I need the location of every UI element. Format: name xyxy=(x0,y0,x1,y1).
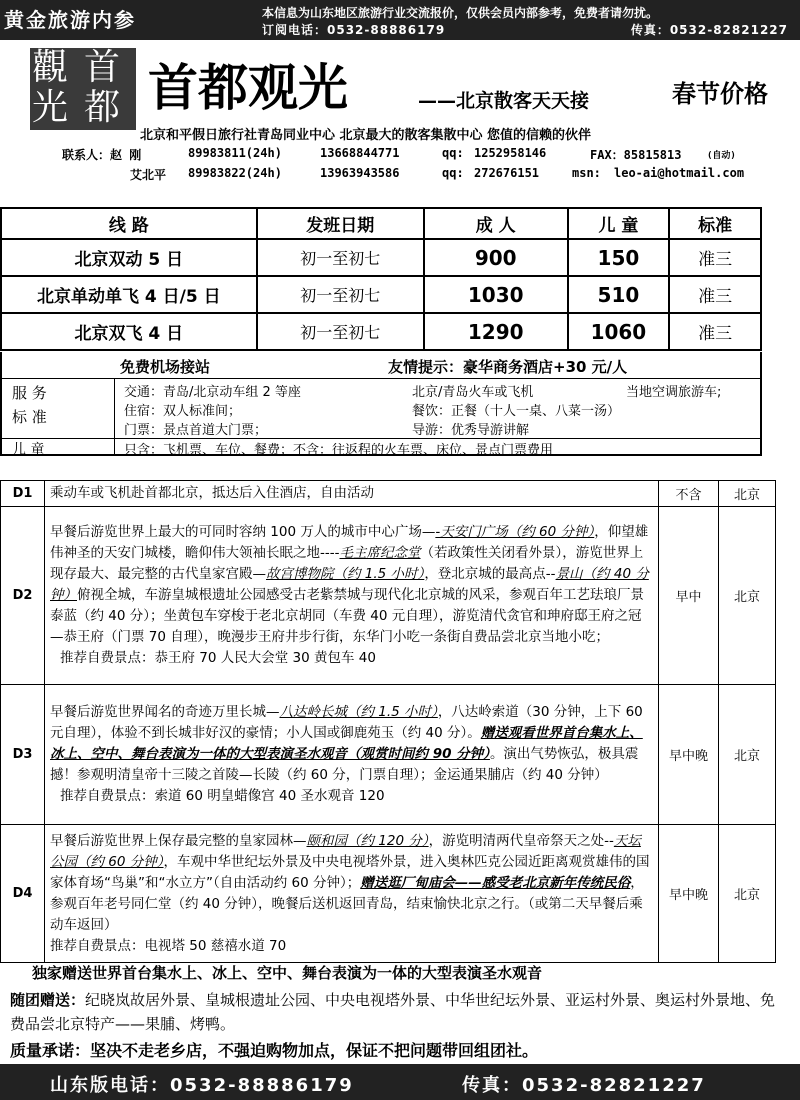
tagline: ——北京散客天天接 xyxy=(418,90,590,112)
gift-fair: 赠送逛厂甸庙会——感受老北京新年传统民俗 xyxy=(360,874,631,891)
attraction: 天坛公园（约 60 分钟） xyxy=(50,832,641,870)
guide: 导游：优秀导游讲解 xyxy=(412,423,530,438)
logo-char: 首 xyxy=(84,47,121,88)
attraction: 景山（约 40 分钟） xyxy=(50,566,649,603)
magazine-title: 黄金旅游内参 xyxy=(4,8,136,32)
child-price: 1060 xyxy=(568,313,670,350)
contact-im-label: qq: xyxy=(442,166,464,180)
day-label: D4 xyxy=(1,825,45,963)
contact-phone: 89983822(24h) xyxy=(188,166,282,180)
gift-label: 随团赠送： xyxy=(10,991,86,1009)
adult-price: 1290 xyxy=(424,313,568,350)
divider xyxy=(2,378,760,379)
header-bar xyxy=(0,0,800,40)
recommended: 推荐自费景点：恭王府 70 人民大会堂 30 黄包车 40 xyxy=(60,650,376,666)
gift-list: 纪晓岚故居外景、皇城根遗址公园、中央电视塔外景、中华世纪坛外景、亚运村外景、奥运村外景地、免费品尝北京特产——果脯、烤鸭。 xyxy=(10,991,776,1033)
attraction: 毛主席纪念堂 xyxy=(339,545,421,561)
date-cell: 初一至初七 xyxy=(257,239,424,276)
hotel-cell: 北京 xyxy=(719,825,776,963)
service-label-1: 服 务 xyxy=(12,384,47,402)
brand-title: 首都观光 xyxy=(148,58,348,117)
route-cell: 北京双动 5 日 xyxy=(1,239,257,276)
price-table-header xyxy=(1,208,761,239)
date-cell: 初一至初七 xyxy=(257,276,424,313)
text: 。演出气势恢弘，极具震撼！参观明清皇帝十三陵之首陵—长陵（约 60 分，门票自理）；金运通果脯店（约 40 分钟） xyxy=(50,746,639,783)
day-description xyxy=(45,507,659,685)
child-policy: 只含：飞机票、车位、餐费；不含：往返程的火车票、床位、景点门票费用 xyxy=(124,443,554,458)
header-child: 儿 童 xyxy=(568,208,670,239)
contact-msn: leo-ai@hotmail.com xyxy=(614,166,745,180)
header-standard: 标准 xyxy=(669,208,761,239)
text: ，登北京城的最高点-- xyxy=(424,566,556,582)
exclusive-gift: 独家赠送世界首台集水上、冰上、空中、舞台表演为一体的大型表演圣水观音 xyxy=(32,964,543,982)
table-row xyxy=(1,507,776,685)
contact-label: 联系人：赵 刚 xyxy=(62,148,142,162)
service-label-2: 标 准 xyxy=(12,408,47,426)
season-label: 春节价格 xyxy=(672,80,768,108)
footer-phone: 山东版电话：0532-88886179 xyxy=(50,1075,354,1096)
hotel-cell: 北京 xyxy=(719,507,776,685)
route-cell: 北京双飞 4 日 xyxy=(1,313,257,350)
meal-cell: 早中晚 xyxy=(659,825,719,963)
standard-cell: 准三 xyxy=(669,313,761,350)
day-description xyxy=(45,685,659,825)
header-date: 发班日期 xyxy=(257,208,424,239)
header-fax: 传真：0532-82821227 xyxy=(630,23,788,37)
table-row xyxy=(1,276,761,313)
hotel-tip: 友情提示：豪华商务酒店+30 元/人 xyxy=(388,358,628,376)
standard-cell: 准三 xyxy=(669,276,761,313)
attraction: 故宫博物院（约 1.5 小时） xyxy=(266,566,425,582)
logo-char: 都 xyxy=(84,87,121,128)
child-price: 150 xyxy=(568,239,670,276)
transport-local: 当地空调旅游车; xyxy=(626,385,722,400)
recommended: 推荐自费景点：电视塔 50 慈禧水道 70 xyxy=(50,937,287,954)
subscribe-phone: 订阅电话：0532-88886179 xyxy=(262,23,446,37)
header-adult: 成 人 xyxy=(424,208,568,239)
meal-cell: 早中晚 xyxy=(659,685,719,825)
text: 早餐后游览世界上保存最完整的皇家园林— xyxy=(50,832,307,849)
table-row xyxy=(1,685,776,825)
table-row xyxy=(1,825,776,963)
brand-logo xyxy=(30,48,136,130)
contact-note: (自动) xyxy=(707,151,736,161)
header-route: 线 路 xyxy=(1,208,257,239)
text: （若政策性关闭看外景），游览世界上现存最大、最完整的古代皇家宫殿— xyxy=(50,545,644,582)
adult-price: 900 xyxy=(424,239,568,276)
transport-return: 北京/青岛火车或飞机 xyxy=(412,385,534,400)
hotel-cell: 北京 xyxy=(719,685,776,825)
contact-qq: 272676151 xyxy=(474,166,540,180)
divider xyxy=(114,378,115,454)
gift-show: 赠送观看世界首台集水上、冰上、空中、舞台表演为一体的大型表演圣水观音（观赏时间约 90 分钟） xyxy=(50,725,643,762)
text: ，车观中华世纪坛外景及中央电视塔外景，进入奥林匹克公园近距离观赏雄伟的国家体育场“鸟巢”和“水立方”（自由活动约 60 分钟）； xyxy=(50,853,650,891)
footer-fax: 传真：0532-82821227 xyxy=(462,1075,706,1096)
itinerary-table xyxy=(0,480,776,963)
meal-cell: 早中 xyxy=(659,507,719,685)
logo-char: 光 xyxy=(32,87,69,128)
text: 早餐后游览世界上最大的可同时容纳 100 万人的城市中心广场— xyxy=(50,524,436,540)
contact-fax: FAX：85815813 xyxy=(590,148,682,162)
standard-cell: 准三 xyxy=(669,239,761,276)
text: ，八达岭索道（30 分钟，上下 60 元自理），体验不到长城非好汉的豪情；小人国或御鹿苑玉（约 40 分）。 xyxy=(50,704,643,741)
text: 早餐后游览世界闻名的奇迹万里长城— xyxy=(50,704,280,720)
adult-price: 1030 xyxy=(424,276,568,313)
contact-mobile: 13963943586 xyxy=(320,166,400,180)
attraction: -天安门广场（约 60 分钟） xyxy=(435,524,595,540)
service-standards xyxy=(0,352,762,456)
logo-char: 觀 xyxy=(32,47,69,88)
contact-msn-label: msn: xyxy=(572,166,601,180)
date-cell: 初一至初七 xyxy=(257,313,424,350)
free-pickup: 免费机场接站 xyxy=(120,358,211,376)
footer-bar xyxy=(0,1064,800,1100)
contact-mobile: 13668844771 xyxy=(320,146,400,160)
contact-im-label: qq: xyxy=(442,146,464,160)
day-label: D2 xyxy=(1,507,45,685)
day-label: D3 xyxy=(1,685,45,825)
attraction: 颐和园（约 120 分） xyxy=(306,832,429,849)
meals: 餐饮：正餐（十人一桌、八菜一汤） xyxy=(412,404,621,419)
text: ，仰望雄伟神圣的天安门城楼，瞻仰伟大领袖长眠之地---- xyxy=(50,524,649,561)
day-label: D1 xyxy=(1,481,45,507)
tickets: 门票：景点首道大门票； xyxy=(124,423,268,438)
contact-label: 艾北平 xyxy=(130,168,167,182)
contact-phone: 89983811(24h) xyxy=(188,146,282,160)
table-row xyxy=(1,313,761,350)
header-notice: 本信息为山东地区旅游行业交流报价，仅供会员内部参考，免费者请勿扰。 xyxy=(262,6,659,20)
text: 俯视全城，车游皇城根遗址公园感受古老紫禁城与现代化北京城的风采，参观百年工艺珐琅厂景泰蓝（约 40 分）；坐黄包车穿梭于老北京胡同（车费 40 元自理），游览清代贪官和珅府邸王府之冠—恭王府（门票 70 自理），晚漫步王府井步行街，东华门小吃一条街自费品尝北京当地小吃； xyxy=(50,587,644,645)
tour-gifts xyxy=(10,988,790,1036)
child-label: 儿 童 xyxy=(12,442,45,458)
hotel-cell: 北京 xyxy=(719,481,776,507)
recommended: 推荐自费景点：索道 60 明皇蜡像宫 40 圣水观音 120 xyxy=(60,788,385,804)
day-description xyxy=(45,825,659,963)
text: ，参观百年老号同仁堂（约 40 分钟），晚餐后送机返回青岛，结束愉快北京之行。（或第二天早餐后乘动车返回） xyxy=(50,874,644,933)
meal-cell: 不含 xyxy=(659,481,719,507)
agency-line: 北京和平假日旅行社青岛同业中心 北京最大的散客集散中心 您值的信赖的伙伴 xyxy=(140,128,592,143)
attraction: 八达岭长城（约 1.5 小时） xyxy=(279,704,438,720)
child-price: 510 xyxy=(568,276,670,313)
transport: 交通：青岛/北京动车组 2 等座 xyxy=(124,385,301,400)
quality-promise: 质量承诺：坚决不走老乡店，不强迫购物加点，保证不把问题带回组团社。 xyxy=(10,1041,539,1060)
table-row xyxy=(1,239,761,276)
table-row xyxy=(1,481,776,507)
route-cell: 北京单动单飞 4 日/5 日 xyxy=(1,276,257,313)
contact-qq: 1252958146 xyxy=(474,146,547,160)
text: ，游览明清两代皇帝祭天之处-- xyxy=(428,832,614,849)
price-table xyxy=(0,207,762,351)
lodging: 住宿：双人标准间； xyxy=(124,404,242,419)
day-description: 乘动车或飞机赴首都北京，抵达后入住酒店，自由活动 xyxy=(45,481,659,507)
